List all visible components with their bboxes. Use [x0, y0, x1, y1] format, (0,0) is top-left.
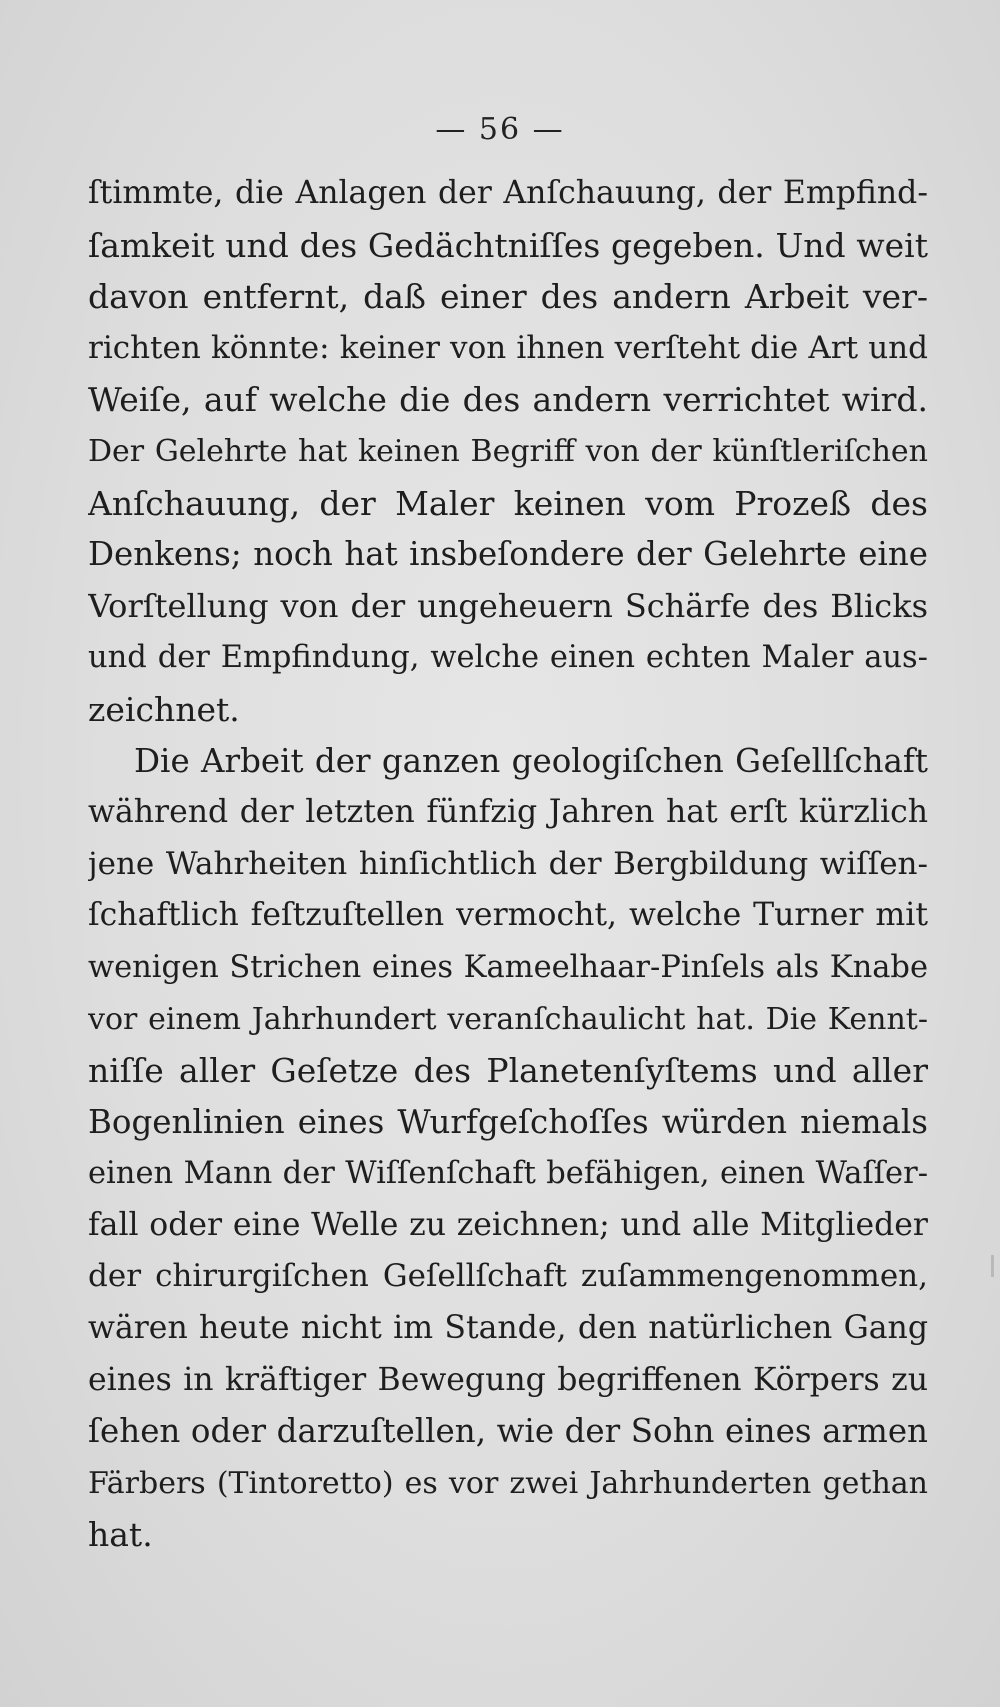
- text-line: wenigen Strichen eines Kameelhaar-Pinſels als Knabe: [88, 949, 928, 985]
- text-line: niſſe aller Geſetze des Planetenſyſtems und aller: [88, 1051, 928, 1091]
- text-line: fall oder eine Welle zu zeichnen; und alle Mitglieder: [88, 1206, 928, 1243]
- text-line: ſehen oder darzuſtellen, wie der Sohn eines armen: [88, 1412, 928, 1451]
- text-line: Bogenlinien eines Wurfgeſchoſſes würden niemals: [88, 1102, 928, 1141]
- text-line: zeichnet.: [88, 689, 240, 729]
- text-line: während der letzten fünfzig Jahren hat erſt kürzlich: [88, 794, 928, 831]
- text-line: hat.: [88, 1515, 153, 1555]
- text-line: Weiſe, auf welche die des andern verrichtet wird.: [88, 380, 928, 420]
- text-line: und der Empfindung, welche einen echten Maler aus-: [88, 640, 928, 676]
- text-line: ſamkeit und des Gedächtniſſes gegeben. Und weit: [88, 225, 928, 265]
- text-line: Anſchauung, der Maler keinen vom Prozeß des: [88, 483, 928, 523]
- text-line: davon entfernt, daß einer des andern Arbeit ver-: [88, 277, 928, 317]
- text-line: richten könnte: keiner von ihnen verſteht die Art und: [88, 329, 928, 366]
- paragraph-start-line: Die Arbeit der ganzen geologiſchen Geſellſchaft: [134, 741, 928, 780]
- text-line: einen Mann der Wiſſenſchaft befähigen, einen Waſſer-: [88, 1156, 928, 1192]
- text-line: Denkens; noch hat insbeſondere der Gelehrte eine: [88, 535, 928, 574]
- text-line: eines in kräftiger Bewegung begriffenen Körpers zu: [88, 1361, 928, 1398]
- text-line: der chirurgiſchen Geſellſchaft zuſammengenommen,: [88, 1258, 928, 1295]
- page-edge-mark: [991, 1255, 994, 1277]
- text-line: ſchaftlich feſtzuſtellen vermocht, welche Turner mit: [88, 897, 928, 934]
- text-line: jene Wahrheiten hinſichtlich der Bergbildung wiſſen-: [88, 845, 928, 882]
- text-line: Vorſtellung von der ungeheuern Schärfe des Blicks: [88, 586, 928, 625]
- text-line: ſtimmte, die Anlagen der Anſchauung, der Empfind-: [88, 175, 928, 211]
- page-number: — 56 —: [435, 112, 565, 147]
- text-line: vor einem Jahrhundert veranſchaulicht hat. Die Kennt-: [88, 1001, 928, 1037]
- text-line: Färbers (Tintoretto) es vor zwei Jahrhunderten gethan: [88, 1465, 928, 1501]
- body-text: [88, 168, 928, 1561]
- text-line: wären heute nicht im Stande, den natürlichen Gang: [88, 1310, 928, 1347]
- text-line: Der Gelehrte hat keinen Begriff von der künſtleriſchen: [88, 433, 928, 469]
